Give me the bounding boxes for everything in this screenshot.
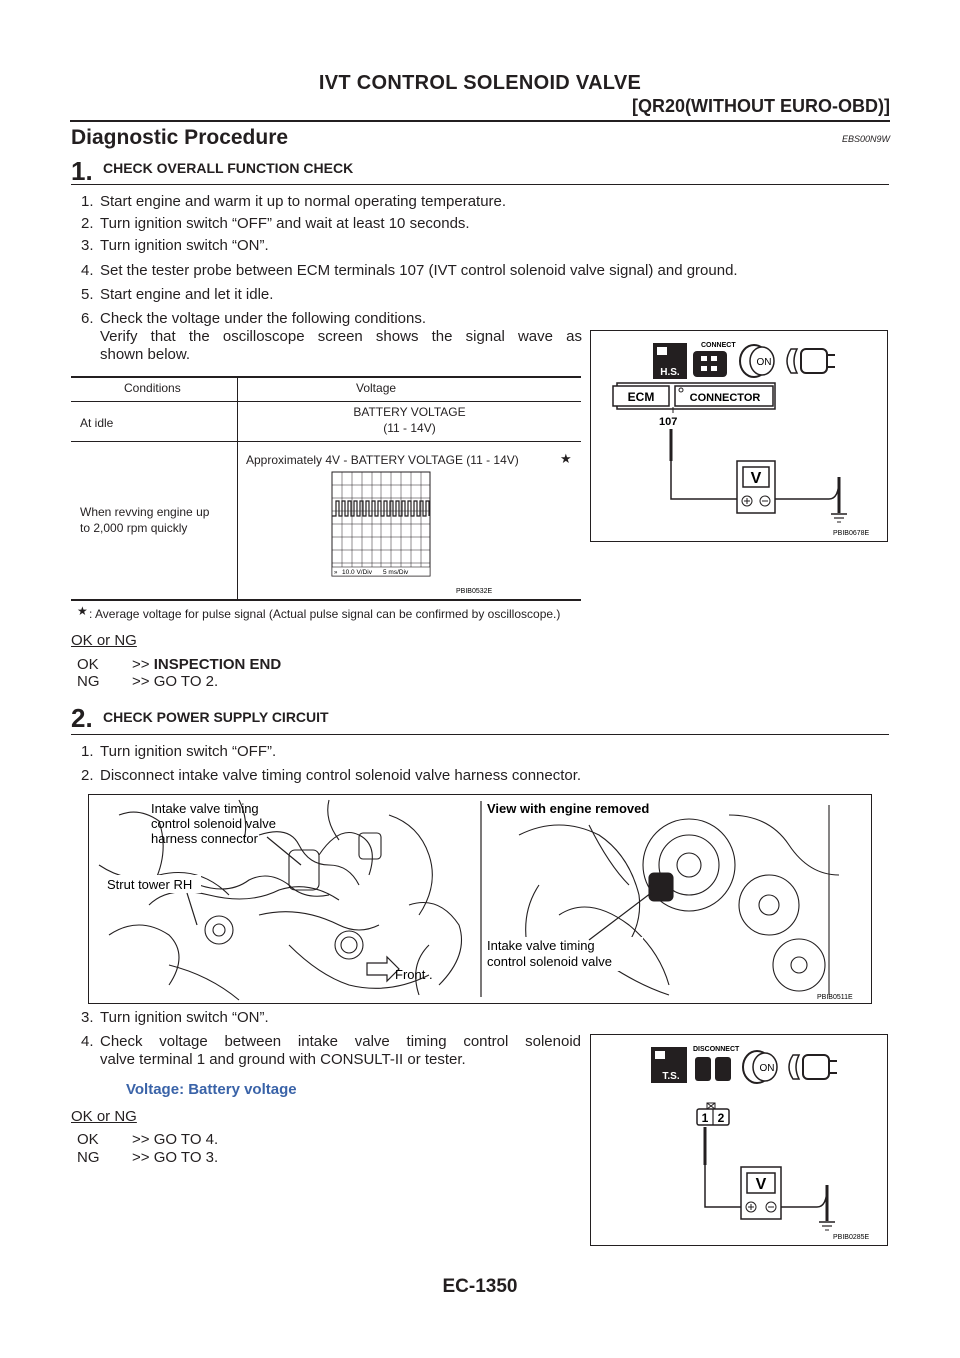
item-text: Check voltage between intake valve timing control solenoid [100,1033,581,1050]
voltmeter-icon [741,1167,781,1219]
result-arrow: >> [132,1149,150,1166]
photo-label-solenoid-valve [483,893,651,971]
result-value: INSPECTION END [153,656,282,673]
ignition-on-icon [740,345,774,377]
svg-text:harness connector: harness connector [151,831,258,846]
result-value: GO TO 4. [153,1131,219,1148]
ecm-connector-figure [590,330,888,542]
svg-text:V: V [755,1176,767,1193]
result-row [77,1149,219,1167]
scope-caption: PBIB0532E [456,588,493,595]
svg-text:H.S.: H.S. [660,367,680,378]
row-2-condition-1: When revving engine up [80,505,210,519]
step-2-title: CHECK POWER SUPPLY CIRCUIT [103,709,329,725]
result-row [77,656,282,674]
item-number: 4. [81,262,94,279]
engine-photo-figure [88,794,872,1004]
item-number: 3. [81,1009,94,1026]
terminal-2-label: 2 [717,1111,725,1125]
terminal-107-label: 107 [659,416,678,428]
page-header-title: IVT CONTROL SOLENOID VALVE [318,72,642,94]
result-row [77,673,219,691]
row-1-voltage-2: (11 - 14V) [383,421,436,435]
item-number: 5. [81,286,94,303]
table-header-conditions: Conditions [124,381,181,395]
result-arrow: >> [132,656,150,673]
ok-or-ng-label: OK or NG [71,1108,137,1125]
item-text: Turn ignition switch “ON”. [100,1009,269,1026]
header-rule [70,120,890,122]
ts-icon [651,1047,687,1083]
scope-volts-label: 10.0 V/Div [342,569,372,576]
section-title: Diagnostic Procedure [71,126,289,149]
item-text: Start engine and warm it up to normal operating temperature. [100,193,507,210]
star-icon: ★ [560,451,572,466]
svg-text:control solenoid valve: control solenoid valve [487,954,613,969]
result-arrow: >> [132,1131,150,1148]
svg-text:»: » [334,570,338,576]
disconnect-icon [693,1046,740,1081]
item-text: Check the voltage under the following conditions. [100,310,427,327]
svg-text:ON: ON [756,357,772,368]
svg-text:Intake valve timing: Intake valve timing [151,801,259,816]
item-6-line-2: Verify that the oscilloscope screen shows the signal wave as [100,328,582,345]
page-number: EC-1350 [442,1276,518,1297]
svg-text:T.S.: T.S. [662,1071,680,1082]
footnote: : Average voltage for pulse signal (Actual pulse signal can be confirmed by oscilloscope.) [89,607,561,621]
connector-icon [693,342,736,377]
result-row [77,1131,219,1149]
step-1-number: 1. [71,156,93,186]
item-6-line-3: shown below. [100,346,191,363]
result-arrow: >> [132,673,150,690]
item-text: Turn ignition switch “ON”. [100,237,269,254]
photo-caption: PBIB0511E [817,994,853,1001]
figure-caption: PBIB0678E [833,530,870,537]
item-number: 3. [81,237,94,254]
svg-text:ON: ON [759,1063,775,1074]
svg-text:DISCONNECT: DISCONNECT [693,1046,740,1053]
ok-or-ng-label: OK or NG [71,632,137,649]
figure-caption: PBIB0285E [833,1234,870,1241]
photo-label-strut-tower [105,875,201,925]
item-number: 6. [81,310,94,327]
plug-icon [789,1055,837,1079]
item-text: Turn ignition switch “OFF”. [100,743,277,760]
svg-text:Intake valve timing: Intake valve timing [487,938,595,953]
item-number: 1. [81,193,94,210]
item-text: Turn ignition switch “OFF” and wait at least 10 seconds. [100,215,470,232]
hs-icon [653,343,687,379]
row-1-condition: At idle [80,416,114,430]
table-header-rule [71,401,581,402]
item-4-line-2: valve terminal 1 and ground with CONSULT-II or tester. [100,1051,466,1068]
item-text: Set the tester probe between ECM terminals 107 (IVT control solenoid valve signal) and ground. [100,262,738,279]
result-value: GO TO 2. [153,673,219,690]
step-2-rule [71,734,889,735]
table-header-voltage: Voltage [356,381,397,395]
item-text: Disconnect intake valve timing control solenoid valve harness connector. [100,767,582,784]
item-text: Start engine and let it idle. [100,286,274,303]
voltmeter-icon [737,461,775,513]
svg-text:V: V [750,470,762,487]
ecm-label: ECM [627,390,655,404]
step-1-title: CHECK OVERALL FUNCTION CHECK [103,160,354,176]
svg-text:Strut tower RH: Strut tower RH [107,877,193,892]
photo-label-harness-connector [151,801,301,865]
scope-time-label: 5 ms/Div [383,569,409,576]
star-icon: ★ [77,604,88,618]
result-key: OK [77,656,99,673]
svg-text:CONNECT: CONNECT [701,342,736,349]
oscilloscope-figure [328,470,510,596]
svg-text:control solenoid valve: control solenoid valve [151,816,277,831]
item-number: 2. [81,215,94,232]
item-number: 4. [81,1033,94,1050]
row-1-voltage-1: BATTERY VOLTAGE [353,405,466,419]
result-value: GO TO 3. [153,1149,219,1166]
connector-label: CONNECTOR [689,392,761,404]
step-2-number: 2. [71,703,93,733]
result-key: OK [77,1131,99,1148]
row-2-voltage: Approximately 4V - BATTERY VOLTAGE (11 - 14V) [246,453,519,467]
result-key: NG [77,673,100,690]
item-number: 1. [81,743,94,760]
step-1-rule [71,184,889,185]
result-key: NG [77,1149,100,1166]
table-row-rule [71,441,581,442]
voltage-spec: Voltage: Battery voltage [126,1081,297,1098]
item-number: 2. [81,767,94,784]
ignition-on-icon [743,1051,777,1083]
row-2-condition-2: to 2,000 rpm quickly [80,521,188,535]
table-top-rule [71,376,581,378]
plug-icon [787,349,835,373]
section-code: EBS00N9W [841,134,890,144]
front-arrow-icon [367,957,433,982]
harness-connector-icon [697,1103,729,1125]
terminal-1-label: 1 [701,1111,709,1125]
table-bottom-rule [71,599,581,601]
solenoid-connector-figure [590,1034,888,1246]
page-header-subtitle: [QR20(WITHOUT EURO-OBD)] [632,96,890,116]
photo-label-view: View with engine removed [487,801,650,816]
photo-label-front: Front . [395,967,433,982]
